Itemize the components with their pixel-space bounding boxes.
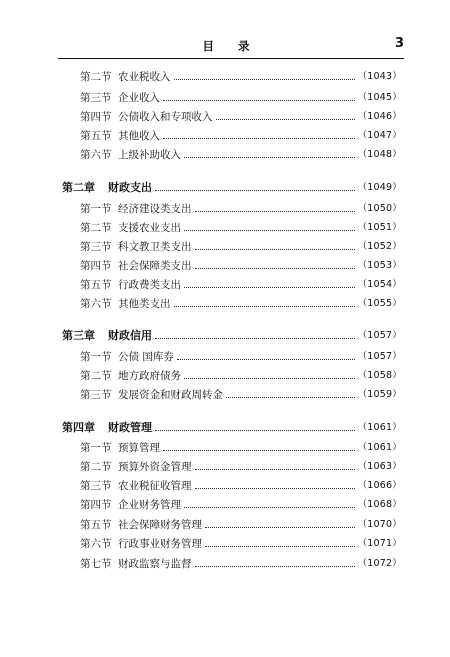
entry-title: 发展资金和财政周转金 [118, 389, 223, 401]
page-reference: （1045） [357, 92, 402, 103]
section-number: 第二节 [80, 370, 112, 382]
page-reference: （1048） [357, 149, 402, 160]
section-number: 第四节 [80, 499, 112, 511]
section-number: 第四节 [80, 260, 112, 272]
page-reference: （1055） [357, 298, 402, 309]
entry-title: 支援农业支出 [118, 222, 181, 234]
toc-section-entry [80, 259, 402, 273]
dot-leader [155, 189, 355, 191]
dot-leader [195, 267, 355, 269]
entry-title: 企业收入 [118, 92, 160, 104]
toc-chapter-entry [62, 181, 402, 195]
toc-chapter-entry [62, 421, 402, 435]
entry-title: 农业税收入 [118, 71, 171, 83]
dot-leader [205, 545, 355, 547]
toc-section-entry [80, 91, 402, 105]
page-reference: （1058） [357, 370, 402, 381]
section-number: 第二节 [80, 461, 112, 473]
section-number: 第一节 [80, 351, 112, 363]
page-reference: （1059） [357, 389, 402, 400]
toc-section-entry [80, 498, 402, 512]
section-number: 第三节 [80, 92, 112, 104]
page-reference: （1072） [357, 558, 402, 569]
entry-title: 预算外资金管理 [118, 461, 192, 473]
toc-section-entry [80, 518, 402, 532]
page-reference: （1054） [357, 279, 402, 290]
page-reference: （1063） [357, 461, 402, 472]
chapter-number: 第四章 [62, 421, 95, 434]
toc-section-entry [80, 441, 402, 455]
section-number: 第三节 [80, 241, 112, 253]
dot-leader [163, 99, 355, 101]
entry-title: 社会保障类支出 [118, 260, 192, 272]
entry-title: 公债 国库券 [118, 351, 174, 363]
toc-section-entry [80, 369, 402, 383]
toc-section-entry [80, 557, 402, 571]
page-reference: （1043） [357, 71, 402, 82]
entry-title: 社会保障财务管理 [118, 519, 202, 531]
dot-leader [177, 358, 355, 360]
section-number: 第四节 [80, 111, 112, 123]
dot-leader [195, 487, 355, 489]
entry-title: 其他收入 [118, 130, 160, 142]
page-reference: （1066） [357, 480, 402, 491]
toc-section-entry [80, 350, 402, 364]
dot-leader [195, 565, 355, 567]
section-number: 第一节 [80, 203, 112, 215]
toc-section-entry [80, 202, 402, 216]
entry-title: 财政监察与监督 [118, 558, 192, 570]
chapter-number: 第二章 [62, 181, 95, 194]
dot-leader [184, 377, 355, 379]
section-number: 第五节 [80, 519, 112, 531]
entry-title: 其他类支出 [118, 298, 171, 310]
toc-section-entry [80, 129, 402, 143]
entry-title: 地方政府债务 [118, 370, 181, 382]
dot-leader [174, 305, 355, 307]
page-reference: （1061） [357, 442, 402, 453]
page-reference: （1071） [357, 538, 402, 549]
section-number: 第六节 [80, 149, 112, 161]
page-reference: （1053） [357, 260, 402, 271]
entry-title: 公债收入和专项收入 [118, 111, 213, 123]
dot-leader [155, 429, 355, 431]
entry-title: 财政管理 [108, 421, 152, 434]
toc-section-entry [80, 221, 402, 235]
dot-leader [195, 468, 355, 470]
toc-section-entry [80, 388, 402, 402]
toc-section-entry [80, 460, 402, 474]
entry-title: 财政支出 [108, 181, 152, 194]
dot-leader [226, 396, 355, 398]
page-reference: （1057） [357, 330, 402, 341]
toc-section-entry [80, 70, 402, 84]
entry-title: 科文教卫类支出 [118, 241, 192, 253]
section-number: 第三节 [80, 389, 112, 401]
page-reference: （1068） [357, 499, 402, 510]
toc-section-entry [80, 240, 402, 254]
section-number: 第三节 [80, 480, 112, 492]
dot-leader [184, 506, 355, 508]
toc-section-entry [80, 297, 402, 311]
toc-section-entry [80, 537, 402, 551]
entry-title: 企业财务管理 [118, 499, 181, 511]
page-reference: （1057） [357, 351, 402, 362]
section-number: 第一节 [80, 442, 112, 454]
toc-section-entry [80, 278, 402, 292]
section-number: 第六节 [80, 538, 112, 550]
section-number: 第五节 [80, 279, 112, 291]
page-number: 3 [394, 36, 404, 51]
dot-leader [163, 449, 355, 451]
toc-section-entry [80, 148, 402, 162]
dot-leader [174, 78, 355, 80]
page-reference: （1046） [357, 111, 402, 122]
dot-leader [184, 156, 355, 158]
entry-title: 预算管理 [118, 442, 160, 454]
page-reference: （1061） [357, 422, 402, 433]
section-number: 第二节 [80, 71, 112, 83]
entry-title: 行政费类支出 [118, 279, 181, 291]
entry-title: 农业税征收管理 [118, 480, 192, 492]
toc-section-entry [80, 479, 402, 493]
section-number: 第七节 [80, 558, 112, 570]
page-reference: （1070） [357, 519, 402, 530]
entry-title: 经济建设类支出 [118, 203, 192, 215]
page-reference: （1050） [357, 203, 402, 214]
dot-leader [155, 337, 355, 339]
page-header [58, 36, 404, 59]
dot-leader [195, 248, 355, 250]
section-number: 第二节 [80, 222, 112, 234]
page-reference: （1049） [357, 182, 402, 193]
toc-chapter-entry [62, 329, 402, 343]
chapter-number: 第三章 [62, 329, 95, 342]
dot-leader [195, 210, 355, 212]
section-number: 第六节 [80, 298, 112, 310]
toc-section-entry [80, 110, 402, 124]
page-reference: （1047） [357, 130, 402, 141]
entry-title: 财政信用 [108, 329, 152, 342]
dot-leader [205, 526, 355, 528]
entry-title: 上级补助收入 [118, 149, 181, 161]
section-number: 第五节 [80, 130, 112, 142]
dot-leader [184, 286, 355, 288]
dot-leader [163, 137, 355, 139]
entry-title: 行政事业财务管理 [118, 538, 202, 550]
page-reference: （1052） [357, 241, 402, 252]
dot-leader [184, 229, 355, 231]
page-title: 目 录 [202, 39, 260, 53]
dot-leader [216, 118, 355, 120]
page-reference: （1051） [357, 222, 402, 233]
